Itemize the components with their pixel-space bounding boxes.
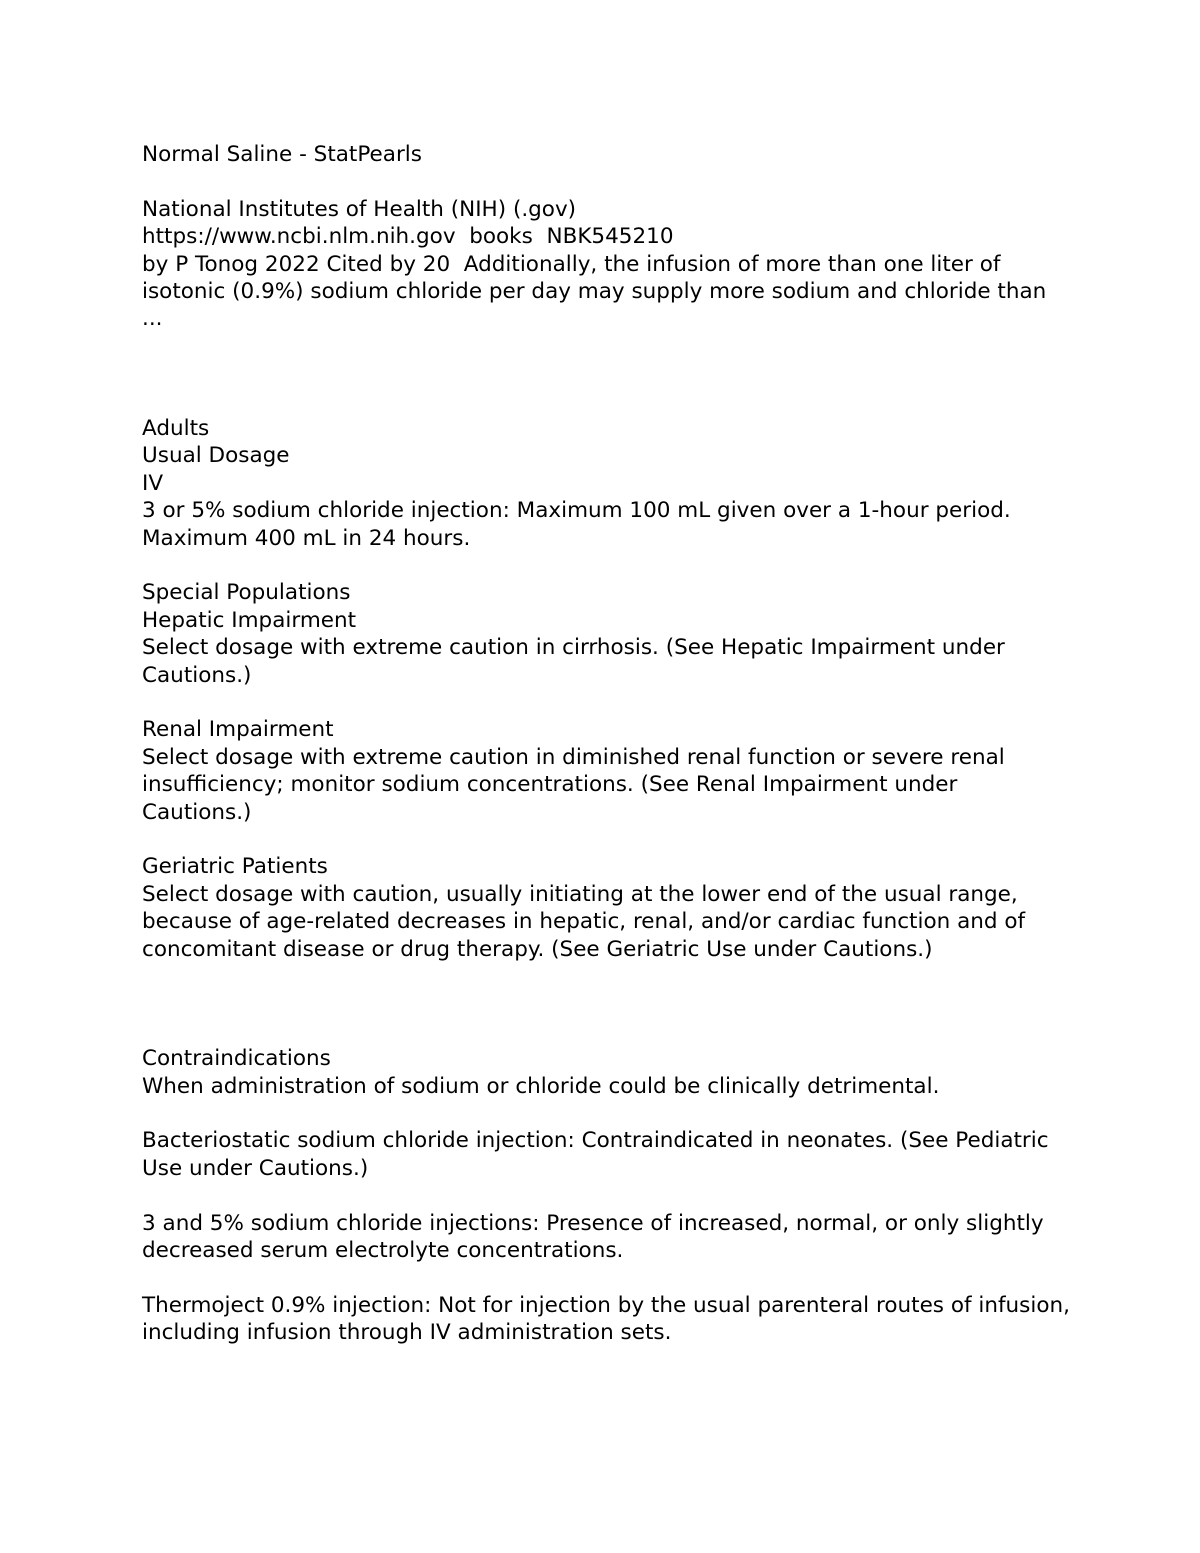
bacteriostatic-text: Bacteriostatic sodium chloride injection: Contraindicated in neonates. (See Pediatric Use under Cautions.) bbox=[142, 1128, 1056, 1181]
source-snippet: by P Tonog 2022 Cited by 20 Additionally, the infusion of more than one liter of isotonic (0.9%) sodium chloride per day may supply more sodium and chloride than ... bbox=[142, 251, 1054, 332]
thermoject-text: Thermoject 0.9% injection: Not for injection by the usual parenteral routes of infusion, including infusion through IV administration sets. bbox=[142, 1292, 1077, 1346]
dosage-heading: Usual Dosage bbox=[142, 443, 290, 469]
contraindications-heading: Contraindications bbox=[142, 1046, 331, 1072]
dosage-route: IV bbox=[142, 470, 164, 496]
hypertonic-text: 3 and 5% sodium chloride injections: Presence of increased, normal, or only slightly decreased serum electrolyte concentrations. bbox=[142, 1210, 1051, 1264]
renal-text: Select dosage with extreme caution in diminished renal function or severe renal insufficiency; monitor sodium concentrations. (See Renal Impairment under Cautions.) bbox=[142, 744, 1012, 825]
geriatric-heading: Geriatric Patients bbox=[142, 854, 328, 880]
geriatric-text: Select dosage with caution, usually initiating at the lower end of the usual range, because of age-related decreases in hepatic, renal, and/or cardiac function and of concomitant disease or drug therapy. (See Geriatric Use under Cautions.) bbox=[142, 881, 1032, 962]
spacer bbox=[142, 1265, 1072, 1292]
document-title: Normal Saline - StatPearls bbox=[142, 142, 422, 167]
spacer bbox=[142, 963, 1072, 1045]
renal-heading: Renal Impairment bbox=[142, 717, 334, 743]
source-site: National Institutes of Health (NIH) (.gov) bbox=[142, 196, 577, 222]
document-page bbox=[142, 141, 1077, 1347]
spacer bbox=[142, 1182, 1072, 1209]
spacer bbox=[142, 826, 1072, 853]
hepatic-heading: Hepatic Impairment bbox=[142, 607, 357, 633]
spacer bbox=[142, 1100, 1072, 1127]
spacer bbox=[142, 689, 1072, 716]
dosage-text: 3 or 5% sodium chloride injection: Maximum 100 mL given over a 1-hour period. Maximum 400 mL in 24 hours. bbox=[142, 498, 1018, 551]
spacer bbox=[142, 333, 1072, 415]
spacer bbox=[142, 168, 1072, 195]
contraindications-intro: When administration of sodium or chloride could be clinically detrimental. bbox=[142, 1073, 940, 1099]
hepatic-text: Select dosage with extreme caution in cirrhosis. (See Hepatic Impairment under Cautions.) bbox=[142, 635, 1012, 688]
special-populations-heading: Special Populations bbox=[142, 580, 351, 606]
dosage-group: Adults bbox=[142, 416, 210, 442]
source-url: https://www.ncbi.nlm.nih.gov books NBK545210 bbox=[142, 224, 674, 250]
spacer bbox=[142, 552, 1072, 579]
